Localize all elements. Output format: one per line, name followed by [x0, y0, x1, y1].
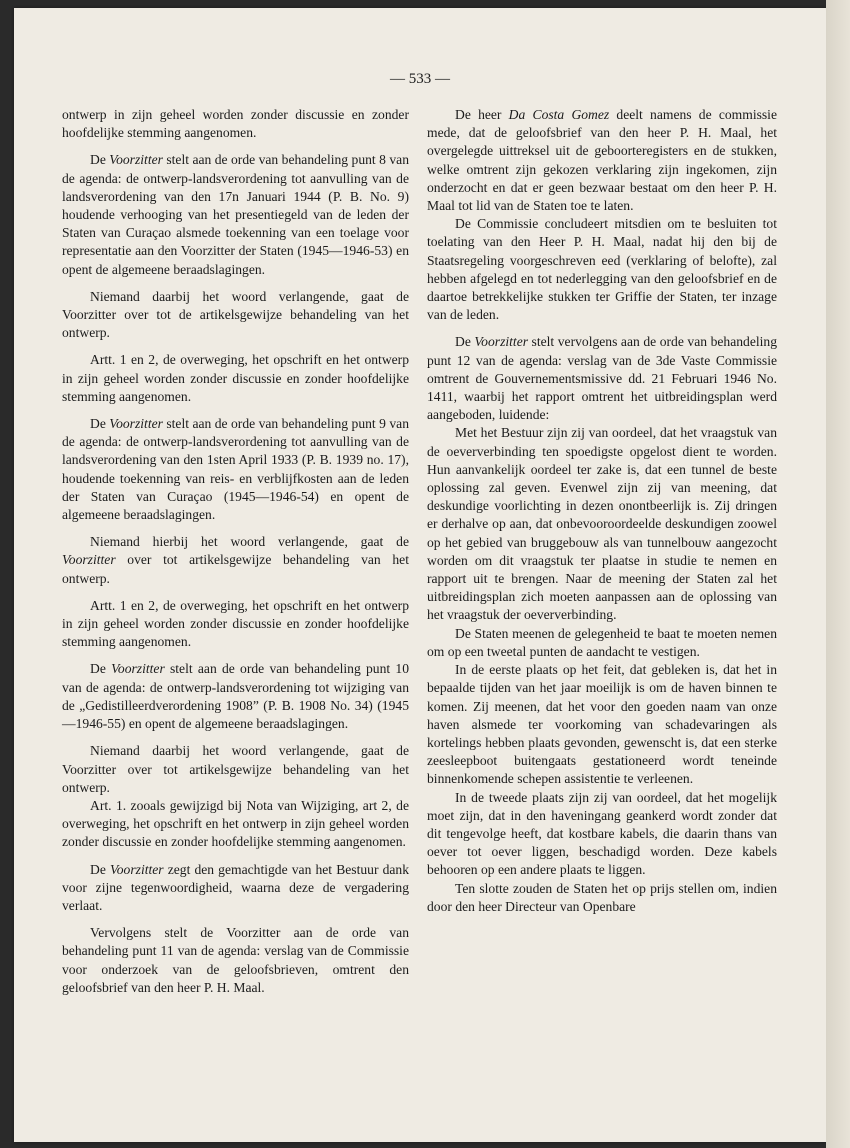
document-page	[14, 8, 826, 1142]
paragraph: ontwerp in zijn geheel worden zonder discussie en zonder hoofdelijke stemming aangenomen.	[62, 107, 409, 141]
paragraph: De Staten meenen de gelegenheid te baat te moeten nemen om op een tweetal punten de aandacht te vestigen.	[427, 625, 777, 659]
paragraph: Art. 1. zooals gewijzigd bij Nota van Wijziging, art 2, de overweging, het opschrift en het ontwerp in zijn geheel worden zonder discussie en zonder hoofdelijke stemming aangenomen.	[62, 797, 409, 850]
page-number: — 533 —	[390, 71, 450, 87]
paragraph: De Voorzitter stelt vervolgens aan de orde van behandeling punt 12 van de agenda: verslag van de 3de Vaste Commissie omtrent de Gouvernementsmissive dd. 21 Februari 1946 No. 1411, waarbij het rapport omtrent het uitbreidingsplan werd aangeboden, luidende:	[427, 334, 777, 423]
page-edge	[826, 0, 850, 1148]
paragraph: Niemand daarbij het woord verlangende, gaat de Voorzitter over tot de artikelsgewijze behandeling van het ontwerp.	[62, 288, 409, 341]
paragraph: De Voorzitter stelt aan de orde van behandeling punt 10 van de agenda: de ontwerp-landsverordening tot wijziging van de „Gedistilleerdverordening 1908” (P. B. 1908 No. 34) (1945—1946-55) en opent de algemeene beraadslagingen.	[62, 661, 410, 732]
paragraph: In de eerste plaats op het feit, dat gebleken is, dat het in bepaalde tijden van het jaar moeilijk is om de haven binnen te komen. Zij meenen, dat het voor den goeden naam van onze haven alsmede ter voorkoming van schadevaringen als kortelings hebben plaats gevonden, gewenscht is, dat een sterke zeesleepboot buitengaats gestationeerd wordt teneinde binnenkomende schepen assistentie te verleenen.	[427, 662, 777, 787]
left-column	[62, 106, 409, 997]
paragraph: Met het Bestuur zijn zij van oordeel, dat het vraagstuk van de oeververbinding ten spoedigste opgelost dient te worden. Hun aanvankelijk oordeel ter zake is, dat een tunnel de beste oplossing zal geven. Evenwel zijn zij van meening, dat deskundige voorlichting in dezen onontbeerlijk is. Zij dringen er derhalve op aan, dat onbevooroordeelde deskundigen zoowel op het gebied van bruggebouw als van tunnelbouw aangezocht worden om dit vraagstuk ter plaatse in studie te nemen en rapport uit te brengen. Naar de meening der Staten zal het uitbreidingsplan zich moeten aanpassen aan de oplossing van het vraagstuk der oeververbinding.	[427, 425, 777, 623]
paragraph: Vervolgens stelt de Voorzitter aan de orde van behandeling punt 11 van de agenda: verslag van de Commissie voor onderzoek van de geloofsbrieven, omtrent den geloofsbrief van den heer P. H. Maal.	[62, 925, 409, 995]
paragraph: De Voorzitter zegt den gemachtigde van het Bestuur dank voor zijne tegenwoordigheid, waarna deze de vergadering verlaat.	[62, 861, 410, 913]
paragraph: Niemand hierbij het woord verlangende, gaat de Voorzitter over tot artikelsgewijze behandeling van het ontwerp.	[62, 534, 409, 586]
right-column	[427, 106, 777, 916]
paragraph: De Commissie concludeert mitsdien om te besluiten tot toelating van den Heer P. H. Maal, nadat hij den bij de Staatsregeling voorgeschreven eed (verklaring of belofte), zal hebben afgelegd en tot nederlegging van den geloofsbrief en de daartoe betrekkelijke stukken ter Griffie der Staten, ter inzage van de leden.	[427, 216, 777, 323]
paragraph: De Voorzitter stelt aan de orde van behandeling punt 8 van de agenda: de ontwerp-landsverordening tot aanvulling van de landsverordening van den 17n Januari 1944 (P. B. No. 9) houdende verhooging van het presentiegeld van de leden der Staten van Curaçao alsmede toekenning van een toelage voor representatie aan den Voorzitter der Staten (1945—1946-53) en opent de algemeene beraadslagingen.	[62, 152, 410, 277]
paragraph: De heer Da Costa Gomez deelt namens de commissie mede, dat de geloofsbrief van den heer P. H. Maal, het overgelegde uittreksel uit de geboorteregisters en de stukken, welke omtrent zijn gekozen verklaring zijn ingekomen, zijn onderzocht en dat er geen bezwaar bestaat om den heer P. H. Maal tot lid van de Staten toe te laten.	[427, 107, 777, 214]
paragraph: Ten slotte zouden de Staten het op prijs stellen om, indien door den heer Directeur van Openbare	[427, 880, 777, 914]
paragraph: De Voorzitter stelt aan de orde van behandeling punt 9 van de agenda: de ontwerp-landsverordening tot aanvulling van de landsverordening van den 1sten April 1933 (P. B. 1939 no. 17), houdende toekenning van reis- en verblijfkosten aan de leden der Staten van Curaçao (1945—1946-54) en opent de algemeene beraadslagingen.	[62, 416, 410, 523]
paragraph: In de tweede plaats zijn zij van oordeel, dat het mogelijk moet zijn, dat in den haveningang geankerd wordt zonder dat dit tengevolge heeft, dat kostbare kabels, die daarin thans van oever tot oever liggen, beschadigd worden. Deze kabels behooren op een andere plaats te liggen.	[427, 789, 777, 878]
paragraph: Artt. 1 en 2, de overweging, het opschrift en het ontwerp in zijn geheel worden zonder discussie en zonder hoofdelijke stemming aangenomen.	[62, 352, 409, 404]
paragraph: Artt. 1 en 2, de overweging, het opschrift en het ontwerp in zijn geheel worden zonder discussie en zonder hoofdelijke stemming aangenomen.	[62, 597, 409, 650]
paragraph: Niemand daarbij het woord verlangende, gaat de Voorzitter over tot artikelsgewijze behandeling van het ontwerp.	[62, 743, 409, 795]
